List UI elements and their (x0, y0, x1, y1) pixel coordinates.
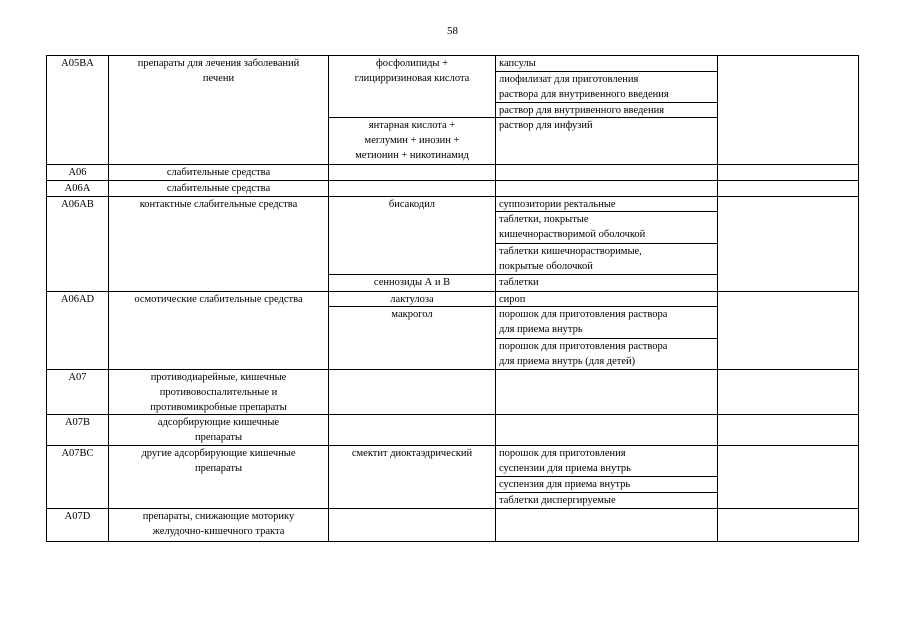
dosage-form-cell-line: сироп (499, 294, 526, 305)
empty-cell (718, 509, 859, 542)
substance-cell (329, 118, 496, 165)
empty-cell (718, 181, 859, 197)
group-name-cell-line: слабительные средства (166, 183, 271, 194)
dosage-form-cell (496, 509, 718, 542)
empty-cell (718, 370, 859, 415)
substance-cell-line: бисакодил (388, 199, 436, 210)
group-name-cell-line: противомикробные препараты (150, 402, 287, 413)
atc-code-cell (47, 415, 109, 446)
dosage-form-cell-line: суппозитории ректальные (499, 199, 616, 210)
substance-cell-line: сеннозиды А и В (373, 277, 451, 288)
empty-cell (718, 197, 859, 292)
dosage-form-cell (496, 244, 718, 275)
atc-code-cell (47, 165, 109, 181)
dosage-form-cell-line: порошок для приготовления (499, 448, 626, 459)
group-name-cell (109, 197, 329, 292)
dosage-form-cell-line: таблетки (499, 277, 539, 288)
group-name-cell-line: контактные слабительные средства (139, 199, 298, 210)
dosage-form-cell (496, 275, 718, 292)
dosage-form-cell-line: кишечнорастворимой оболочкой (499, 229, 646, 240)
dosage-form-cell-line: таблетки, покрытые (499, 214, 589, 225)
atc-code-cell (47, 446, 109, 509)
atc-code-cell (47, 509, 109, 542)
substance-cell (329, 415, 496, 446)
atc-code-cell (47, 370, 109, 415)
dosage-form-cell (496, 181, 718, 197)
atc-code-cell-line: A07B (64, 417, 91, 428)
group-name-cell (109, 509, 329, 542)
substance-cell (329, 292, 496, 307)
empty-cell (718, 165, 859, 181)
dosage-form-cell-line: таблетки кишечнорастворимые, (499, 246, 642, 257)
substance-cell-line: макрогол (391, 309, 433, 320)
group-name-cell-line: слабительные средства (166, 167, 271, 178)
dosage-form-cell-line: суспензии для приема внутрь (499, 463, 631, 474)
atc-code-cell-line: A07 (68, 372, 87, 383)
dosage-form-cell (496, 477, 718, 493)
dosage-form-cell-line: покрытые оболочкой (499, 261, 593, 272)
substance-cell (329, 56, 496, 118)
group-name-cell-line: препараты (194, 463, 243, 474)
substance-cell-line: фосфолипиды + (375, 58, 449, 69)
dosage-form-cell-line: раствор для внутривенного введения (499, 105, 665, 116)
dosage-form-cell (496, 56, 718, 72)
dosage-form-cell (496, 446, 718, 477)
atc-code-cell-line: A07BC (61, 448, 94, 459)
substance-cell-line: меглумин + инозин + (364, 135, 460, 146)
group-name-cell-line: желудочно-кишечного тракта (152, 526, 285, 537)
page-number: 58 (447, 25, 458, 37)
dosage-form-cell-line: для приема внутрь (499, 324, 583, 335)
substance-cell (329, 446, 496, 509)
dosage-form-cell-line: лиофилизат для приготовления (499, 74, 639, 85)
atc-code-cell-line: A06AB (61, 199, 94, 210)
dosage-form-cell-line: порошок для приготовления раствора (499, 341, 668, 352)
substance-cell-line: метионин + никотинамид (355, 150, 469, 161)
substance-cell (329, 307, 496, 370)
dosage-form-cell (496, 103, 718, 118)
group-name-cell-line: препараты, снижающие моторику (142, 511, 295, 522)
atc-code-cell (47, 197, 109, 292)
group-name-cell-line: противодиарейные, кишечные (150, 372, 287, 383)
dosage-form-cell (496, 165, 718, 181)
dosage-form-cell (496, 493, 718, 509)
atc-code-cell (47, 56, 109, 165)
atc-code-cell (47, 181, 109, 197)
substance-cell (329, 197, 496, 275)
atc-code-cell-line: A07D (64, 511, 91, 522)
atc-code-cell-line: A06AD (60, 294, 95, 305)
dosage-form-cell-line: для приема внутрь (для детей) (499, 356, 636, 367)
dosage-form-cell (496, 339, 718, 370)
substance-cell (329, 165, 496, 181)
group-name-cell-line: другие адсорбирующие кишечные (141, 448, 296, 459)
dosage-form-cell-line: раствора для внутривенного введения (499, 89, 669, 100)
substance-cell-line: глицирризиновая кислота (354, 73, 470, 84)
group-name-cell (109, 370, 329, 415)
group-name-cell (109, 56, 329, 165)
group-name-cell (109, 165, 329, 181)
substance-cell-line: смектит диоктаэдрический (351, 448, 473, 459)
dosage-form-cell-line: раствор для инфузий (499, 120, 593, 131)
group-name-cell (109, 181, 329, 197)
empty-cell (718, 56, 859, 165)
group-name-cell (109, 446, 329, 509)
substance-cell-line: янтарная кислота + (368, 120, 456, 131)
empty-cell (718, 415, 859, 446)
group-name-cell-line: препараты для лечения заболеваний (137, 58, 300, 69)
empty-cell (718, 292, 859, 370)
substance-cell (329, 181, 496, 197)
group-name-cell (109, 292, 329, 370)
group-name-cell (109, 415, 329, 446)
dosage-form-cell-line: капсулы (499, 58, 536, 69)
dosage-form-cell (496, 292, 718, 307)
substance-cell (329, 370, 496, 415)
substance-cell-line: лактулоза (390, 294, 434, 305)
dosage-form-cell-line: суспензия для приема внутрь (499, 479, 631, 490)
atc-code-cell-line: A05BA (61, 58, 94, 69)
atc-code-cell (47, 292, 109, 370)
substance-cell (329, 509, 496, 542)
group-name-cell-line: противовоспалительные и (159, 387, 278, 398)
dosage-form-cell-line: таблетки диспергируемые (499, 495, 616, 506)
group-name-cell-line: осмотические слабительные средства (134, 294, 303, 305)
dosage-form-cell (496, 118, 718, 165)
atc-code-cell-line: A06A (64, 183, 91, 194)
dosage-form-cell (496, 197, 718, 212)
atc-code-cell-line: A06 (68, 167, 87, 178)
dosage-form-cell (496, 370, 718, 415)
dosage-form-cell-line: порошок для приготовления раствора (499, 309, 668, 320)
dosage-form-cell (496, 415, 718, 446)
group-name-cell-line: печени (202, 73, 235, 84)
dosage-form-cell (496, 72, 718, 103)
drug-classification-table (46, 55, 859, 542)
group-name-cell-line: адсорбирующие кишечные (157, 417, 280, 428)
dosage-form-cell (496, 212, 718, 244)
empty-cell (718, 446, 859, 509)
substance-cell (329, 275, 496, 292)
group-name-cell-line: препараты (194, 432, 243, 443)
dosage-form-cell (496, 307, 718, 339)
